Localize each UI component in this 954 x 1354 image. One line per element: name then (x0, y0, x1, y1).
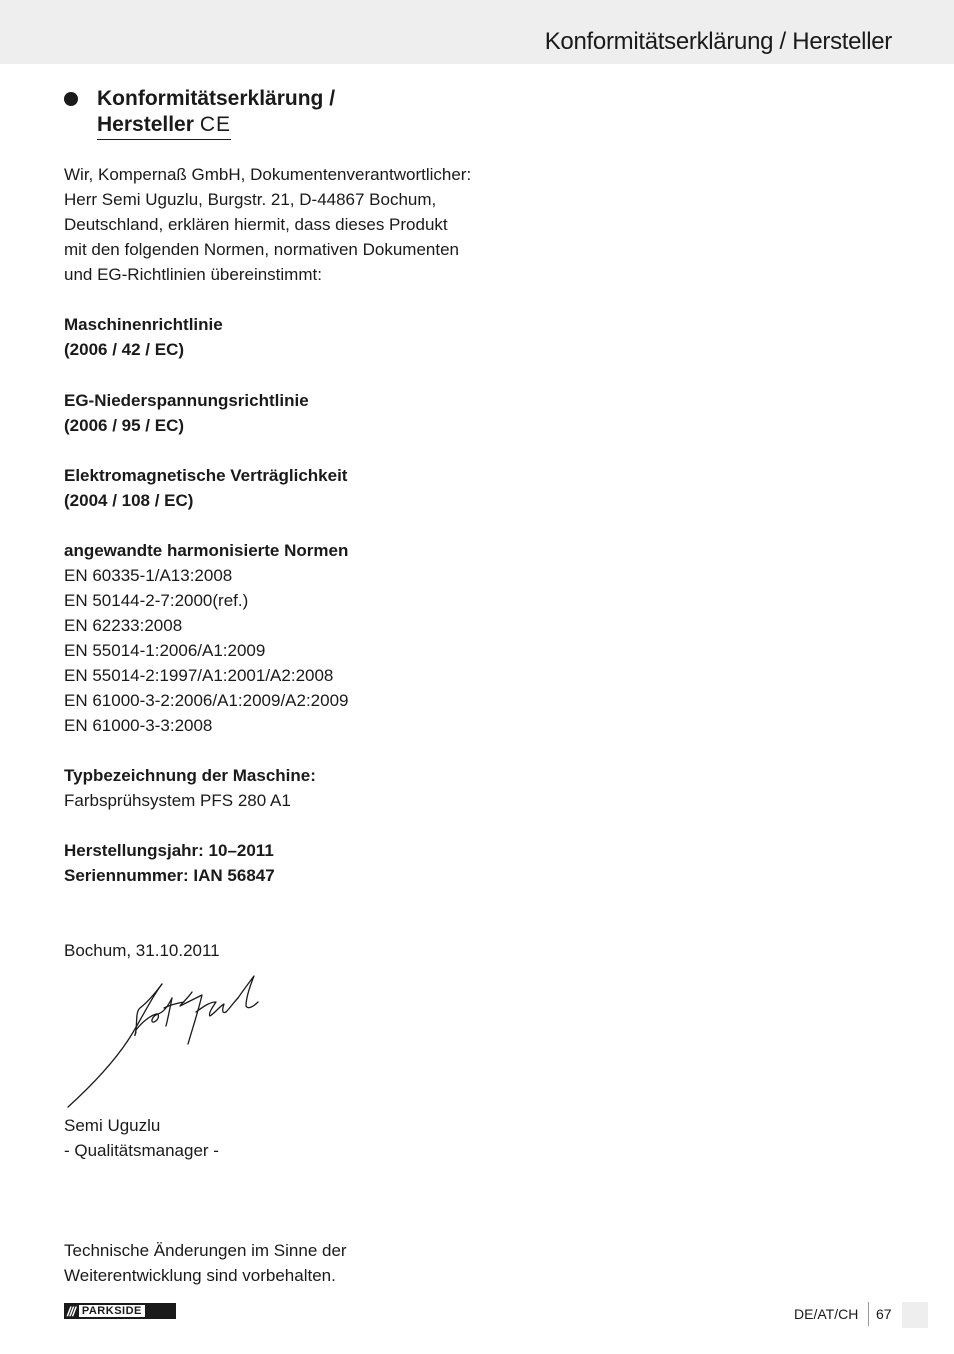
intro-line: Herr Semi Uguzlu, Burgstr. 21, D-44867 Bochum, (64, 190, 437, 209)
intro-line: Wir, Kompernaß GmbH, Dokumentenverantwortlicher: (64, 165, 472, 184)
standard-item: EN 55014-2:1997/A1:2001/A2:2008 (64, 666, 334, 685)
production-year: Herstellungsjahr: 10–2011 (64, 841, 274, 860)
parkside-logo (64, 1303, 176, 1319)
signer-role: - Qualitätsmanager - (64, 1141, 219, 1160)
standard-item: EN 60335-1/A13:2008 (64, 566, 233, 585)
intro-line: mit den folgenden Normen, normativen Dokumenten (64, 240, 459, 259)
directive-code: (2006 / 95 / EC) (64, 416, 185, 435)
serial-number: Seriennummer: IAN 56847 (64, 866, 275, 885)
note-line: Technische Änderungen im Sinne der (64, 1241, 347, 1260)
type-value: Farbsprühsystem PFS 280 A1 (64, 791, 291, 810)
section-heading (64, 86, 484, 140)
standard-item: EN 62233:2008 (64, 616, 183, 635)
directive-name: Maschinenrichtlinie (64, 315, 223, 334)
intro-paragraph (64, 162, 494, 287)
directive-emc (64, 463, 494, 513)
type-block (64, 763, 494, 813)
directive-name: Elektromagnetische Verträglichkeit (64, 466, 348, 485)
intro-line: Deutschland, erklären hiermit, dass dieses Produkt (64, 215, 448, 234)
production-block (64, 838, 494, 888)
directive-machinery (64, 312, 494, 362)
intro-line: und EG-Richtlinien übereinstimmt: (64, 265, 322, 284)
footer-locale: DE/AT/CH (794, 1306, 859, 1322)
signer-name: Semi Uguzlu (64, 1116, 161, 1135)
standard-item: EN 55014-1:2006/A1:2009 (64, 641, 266, 660)
directive-code: (2004 / 108 / EC) (64, 491, 194, 510)
place-date (64, 938, 494, 963)
note-line: Weiterentwicklung sind vorbehalten. (64, 1266, 336, 1285)
heading-line-2-text: Hersteller (97, 113, 194, 136)
standard-item: EN 61000-3-2:2006/A1:2009/A2:2009 (64, 691, 349, 710)
heading-line-1: Konformitätserklärung / (97, 87, 336, 110)
logo-text: PARKSIDE (79, 1305, 145, 1317)
ce-mark-icon: CE (199, 113, 232, 136)
page-number: 67 (876, 1306, 892, 1322)
footer-tab-box (902, 1302, 928, 1328)
type-label: Typbezeichnung der Maschine: (64, 766, 316, 785)
standards-block (64, 538, 494, 738)
logo-slashes: /// (67, 1303, 75, 1319)
directive-code: (2006 / 42 / EC) (64, 340, 185, 359)
directive-name: EG-Niederspannungsrichtlinie (64, 391, 309, 410)
standards-title: angewandte harmonisierte Normen (64, 541, 349, 560)
bullet-icon (64, 92, 78, 106)
signature-icon (60, 972, 270, 1112)
heading-line-2 (97, 112, 231, 140)
standard-item: EN 50144-2-7:2000(ref.) (64, 591, 249, 610)
signer-block (64, 1113, 494, 1163)
place-date-text: Bochum, 31.10.2011 (64, 941, 220, 960)
directive-low-voltage (64, 388, 494, 438)
technical-note (64, 1238, 494, 1288)
page-header-title: Konformitätserklärung / Hersteller (544, 28, 892, 55)
standard-item: EN 61000-3-3:2008 (64, 716, 213, 735)
footer-divider (868, 1302, 869, 1326)
